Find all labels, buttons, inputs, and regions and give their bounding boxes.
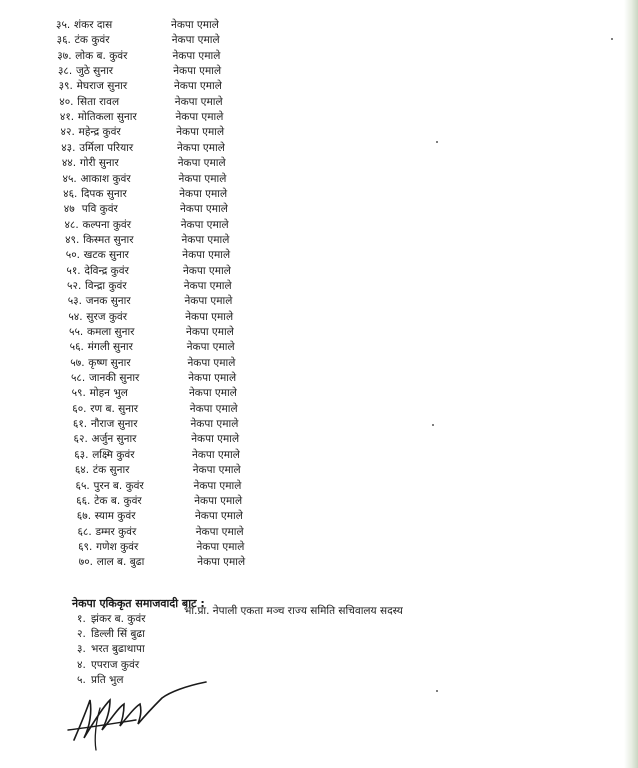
item-number: ५९.: [71, 387, 86, 400]
list-item: [61, 156, 226, 170]
item-number: ३६.: [56, 34, 71, 47]
member-name: खटक सुनार: [83, 249, 129, 262]
scan-speck: [436, 690, 438, 692]
list-item: [67, 294, 233, 308]
item-number: ४.: [77, 658, 86, 671]
item-number: ६८.: [77, 525, 92, 538]
party-name: नेकपा एमाले: [173, 80, 222, 93]
page-edge-shadow: [624, 0, 638, 768]
list-item: [66, 264, 231, 278]
party-name: नेकपा एमाले: [188, 372, 237, 385]
party-name: नेकपा एमाले: [189, 402, 238, 415]
party-name: नेकपा एमाले: [179, 203, 228, 216]
list-item: [69, 325, 234, 339]
member-name: जानकी सुनार: [88, 372, 140, 385]
list-item: [58, 79, 222, 93]
member-name: स्याम कुवंर: [94, 510, 136, 523]
member-name: अर्जुन सुनार: [91, 433, 137, 446]
item-number: ३७.: [57, 49, 72, 62]
list-item: [70, 371, 237, 385]
item-number: ३९.: [58, 80, 73, 93]
member-name: लाल ब. बुढा: [96, 556, 145, 569]
list-item: [56, 18, 219, 32]
item-number: ५०.: [65, 249, 81, 262]
member-name: देविन्द्र कुवंर: [84, 264, 129, 277]
scan-speck: [611, 38, 613, 40]
item-number: ५६.: [69, 341, 84, 354]
list-item: [57, 49, 221, 63]
list-item: [72, 417, 239, 431]
list-item: [73, 432, 240, 446]
list-item: [77, 525, 244, 539]
list-item: [62, 172, 227, 186]
member-name: प्रति भुल: [91, 673, 124, 686]
member-name: शंकर दास: [74, 19, 113, 31]
list-item: [77, 612, 146, 626]
item-number: ६७.: [76, 510, 92, 523]
member-name: मंगली सुनार: [87, 341, 133, 354]
scan-speck: [432, 424, 434, 426]
party-name: नेकपा एमाले: [194, 510, 243, 523]
party-name: नेकपा एमाले: [186, 341, 235, 354]
party-name: नेकपा एमाले: [196, 540, 245, 553]
party-name: नेकपा एमाले: [176, 141, 225, 154]
item-number: ४४.: [61, 157, 77, 170]
list-item: [57, 64, 222, 78]
item-number: ७०.: [78, 556, 94, 569]
member-name: सिता रावल: [77, 95, 120, 108]
member-name: टंक कुवंर: [74, 34, 110, 47]
item-number: ४०.: [59, 95, 74, 108]
party-name: नेकपा एमाले: [182, 249, 231, 262]
party-name: नेकपा एमाले: [176, 126, 225, 139]
item-number: ४९.: [65, 233, 80, 246]
member-name: कमला सुनार: [87, 326, 135, 338]
item-number: ३.: [77, 643, 86, 656]
member-name: डम्मर कुवंर: [95, 525, 137, 538]
party-name: नेकपा एमाले: [171, 34, 220, 47]
item-number: ६६.: [76, 494, 91, 507]
item-number: ६३.: [74, 448, 89, 461]
party-name: नेकपा एमाले: [172, 49, 221, 62]
list-item: [64, 218, 229, 232]
list-item: [70, 356, 236, 370]
list-item: [72, 402, 238, 416]
section-title: नेकपा एकिकृत समाजवादी बाट :: [72, 597, 205, 610]
party-name: नेकपा एमाले: [180, 218, 229, 231]
list-item: [77, 627, 145, 641]
party-name: नेकपा एमाले: [194, 494, 243, 507]
item-number: ६२.: [73, 433, 88, 446]
party-name: नेकपा एमाले: [179, 187, 228, 200]
item-number: ४५.: [62, 172, 77, 185]
member-name: पवि कुवंर: [81, 203, 118, 216]
member-name: टंक सुनार: [92, 464, 130, 477]
list-item: [65, 233, 230, 247]
list-item: [63, 202, 228, 216]
handwritten-signature: [66, 678, 216, 758]
item-number: ४८.: [64, 218, 79, 231]
list-item: [74, 448, 240, 462]
member-name: सुरज कुवंर: [86, 310, 128, 323]
item-number: ६४.: [74, 464, 90, 477]
item-number: ६९.: [78, 540, 93, 553]
member-designation: भा.प्रा. नेपाली एकता मञ्च राज्य समिति सचिवालय सदस्य: [184, 605, 403, 617]
item-number: १.: [77, 613, 86, 625]
list-item: [56, 33, 220, 47]
item-number: ५२.: [67, 279, 82, 292]
party-name: नेकपा एमाले: [175, 111, 224, 124]
party-name: नेकपा एमाले: [178, 172, 227, 185]
item-number: ५.: [77, 673, 86, 686]
list-item: [76, 509, 243, 523]
list-item: [61, 141, 225, 155]
scan-speck: [436, 141, 438, 143]
member-name: कल्पना कुवंर: [82, 218, 132, 231]
party-name: नेकपा एमाले: [193, 479, 242, 492]
member-name: दिपक सुनार: [81, 187, 127, 200]
party-name: नेकपा एमाले: [182, 264, 231, 277]
item-number: ६५.: [75, 479, 90, 492]
list-item: [77, 642, 145, 656]
item-number: ४२.: [60, 126, 75, 139]
list-item: [63, 187, 228, 201]
party-name: नेकपा एमाले: [187, 356, 236, 369]
item-number: ४१.: [59, 111, 75, 124]
item-number: ३८.: [57, 65, 73, 78]
party-name: नेकपा एमाले: [177, 157, 226, 170]
member-name: लोक ब. कुवंर: [75, 49, 128, 62]
item-number: ५४.: [68, 310, 83, 323]
list-item: [67, 279, 232, 293]
list-item: [75, 479, 242, 493]
party-name: नेकपा एमाले: [173, 65, 222, 78]
list-item: [59, 110, 224, 124]
list-item: [74, 463, 241, 477]
list-item: [69, 340, 235, 354]
member-name: रण ब. सुनार: [90, 402, 139, 415]
member-name: आकाश कुवंर: [80, 172, 131, 185]
item-number: ५१.: [66, 264, 81, 277]
member-name: एपराज कुवंर: [91, 658, 140, 671]
item-number: २.: [77, 628, 86, 641]
list-item: [71, 386, 237, 400]
member-name: जुठे सुनार: [75, 65, 114, 78]
list-item: [78, 555, 246, 569]
party-name: नेकपा एमाले: [197, 556, 246, 569]
list-item: [60, 125, 225, 139]
list-item: [68, 310, 234, 324]
party-name: नेकपा एमाले: [191, 433, 240, 446]
party-name: नेकपा एमाले: [183, 279, 232, 292]
party-name: नेकपा एमाले: [195, 525, 244, 538]
member-name: उर्मिला परियार: [79, 141, 134, 154]
list-item: [78, 540, 245, 554]
item-number: ५८.: [70, 372, 86, 385]
member-name: कृष्ण सुनार: [88, 356, 131, 369]
member-name: किस्मत सुनार: [83, 233, 134, 246]
list-item: [59, 95, 223, 109]
party-name: नेकपा एमाले: [171, 19, 219, 31]
member-name: मोहन भुल: [89, 387, 128, 400]
member-name: जनक सुनार: [85, 295, 131, 308]
item-number: ४६.: [63, 187, 78, 200]
member-name: मोतिकला सुनार: [77, 111, 137, 124]
member-name: लक्ष्मि कुवंर: [92, 448, 135, 461]
member-name: मेघराज सुनार: [76, 80, 128, 93]
member-name: नौराज सुनार: [90, 418, 138, 431]
list-item: [77, 658, 139, 672]
item-number: ६०.: [72, 402, 87, 415]
party-name: नेकपा एमाले: [184, 295, 233, 308]
member-name: विन्द्रा कुवंर: [85, 279, 127, 292]
list-item: [65, 248, 231, 262]
member-name: डिल्ली सिं बुढा: [91, 628, 146, 641]
member-name: पुरन ब. कुवंर: [93, 479, 144, 492]
member-name: गणेश कुवंर: [96, 540, 139, 553]
item-number: ३५.: [56, 19, 71, 31]
member-name: गोरी सुनार: [79, 157, 119, 170]
item-number: ५५.: [69, 326, 84, 338]
party-name: नेकपा एमाले: [190, 418, 239, 431]
party-name: नेकपा एमाले: [191, 448, 240, 461]
item-number: ६१.: [72, 418, 88, 431]
member-name: टेक ब. कुवंर: [94, 494, 142, 507]
party-name: नेकपा एमाले: [181, 233, 230, 246]
party-name: नेकपा एमाले: [174, 95, 223, 108]
member-name: भरत बुढाथापा: [91, 643, 145, 656]
member-name: महेन्द्र कुवंर: [78, 126, 121, 139]
item-number: ४३.: [61, 141, 76, 154]
member-name: झंकर ब. कुवंर: [91, 613, 146, 625]
party-name: नेकपा एमाले: [186, 326, 234, 338]
party-name: नेकपा एमाले: [188, 387, 237, 400]
item-number: ५७.: [70, 356, 85, 369]
party-name: नेकपा एमाले: [192, 464, 241, 477]
item-number: ५३.: [67, 295, 82, 308]
item-number: ४७: [63, 203, 75, 216]
list-item: [76, 494, 243, 508]
party-name: नेकपा एमाले: [185, 310, 234, 323]
